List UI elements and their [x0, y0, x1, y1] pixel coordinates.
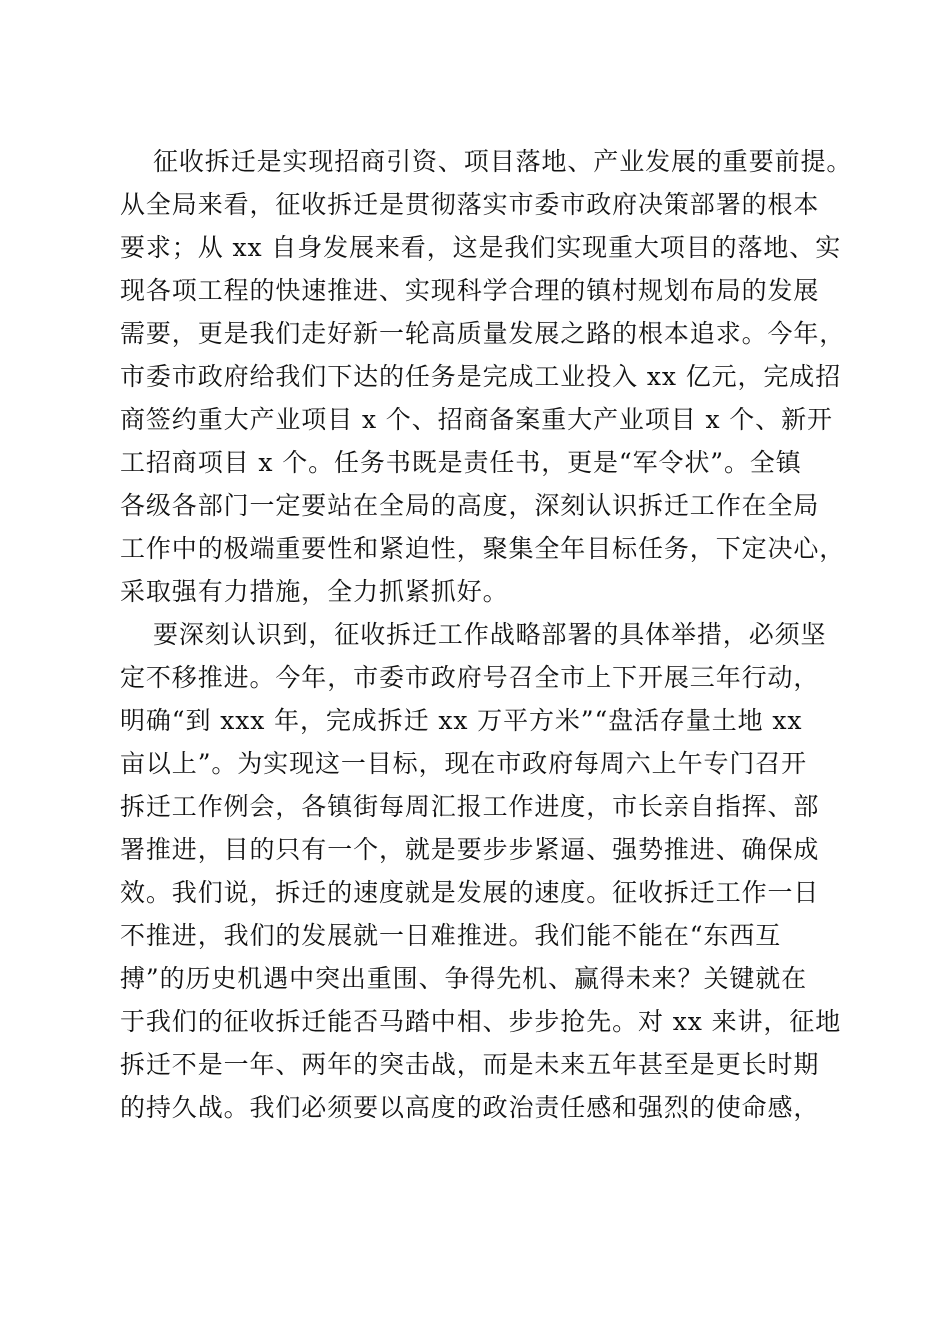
paragraph-2-line-11: 拆迁不是一年、两年的突击战，而是未来五年甚至是更长时期 [120, 1050, 820, 1079]
paragraph-1-line-1: 征收拆迁是实现招商引资、项目落地、产业发展的重要前提。 [153, 147, 853, 176]
paragraph-2-line-3: 明确“到 xxx 年，完成拆迁 xx 万平方米”“盘活存量土地 xx [120, 706, 803, 735]
body-text [120, 140, 853, 1129]
paragraph-2-line-7: 效。我们说，拆迁的速度就是发展的速度。征收拆迁工作一日 [120, 878, 820, 907]
paragraph-1-line-8: 工招商项目 x 个。任务书既是责任书，更是“军令状”。全镇 [120, 448, 802, 477]
paragraph-2-line-8: 不推进，我们的发展就一日难推进。我们能不能在“东西互 [120, 921, 782, 950]
paragraph-2-line-5: 拆迁工作例会，各镇街每周汇报工作进度，市长亲自指挥、部 [120, 792, 820, 821]
paragraph-1-line-5: 需要，更是我们走好新一轮高质量发展之路的根本追求。今年， [120, 319, 846, 348]
paragraph-2-line-10: 于我们的征收拆迁能否马踏中相、步步抢先。对 xx 来讲，征地 [120, 1007, 842, 1036]
paragraph-2-line-4: 亩以上”。为实现这一目标，现在市政府每周六上午专门召开 [120, 749, 808, 778]
paragraph-2-line-12: 的持久战。我们必须要以高度的政治责任感和强烈的使命感， [120, 1093, 820, 1122]
paragraph-1-line-7: 商签约重大产业项目 x 个、招商备案重大产业项目 x 个、新开 [120, 405, 833, 434]
paragraph-1-line-9: 各级各部门一定要站在全局的高度，深刻认识拆迁工作在全局 [120, 491, 820, 520]
paragraph-1-line-3: 要求；从 xx 自身发展来看，这是我们实现重大项目的落地、实 [120, 233, 842, 262]
paragraph-1-line-4: 现各项工程的快速推进、实现科学合理的镇村规划布局的发展 [120, 276, 820, 305]
paragraph-1-line-2: 从全局来看，征收拆迁是贯彻落实市委市政府决策部署的根本 [120, 190, 820, 219]
paragraph-2-line-6: 署推进，目的只有一个，就是要步步紧逼、强势推进、确保成 [120, 835, 820, 864]
paragraph-2-line-1: 要深刻认识到，征收拆迁工作战略部署的具体举措，必须坚 [153, 620, 827, 649]
paragraph-2-line-9: 搏”的历史机遇中突出重围、争得先机、赢得未来？关键就在 [120, 964, 808, 993]
paragraph-1-line-6: 市委市政府给我们下达的任务是完成工业投入 xx 亿元，完成招 [120, 362, 842, 391]
paragraph-1-line-11: 采取强有力措施，全力抓紧抓好。 [120, 577, 509, 606]
paragraph-1-line-10: 工作中的极端重要性和紧迫性，聚集全年目标任务，下定决心， [120, 534, 846, 563]
paragraph-2-line-2: 定不移推进。今年，市委市政府号召全市上下开展三年行动， [120, 663, 820, 692]
